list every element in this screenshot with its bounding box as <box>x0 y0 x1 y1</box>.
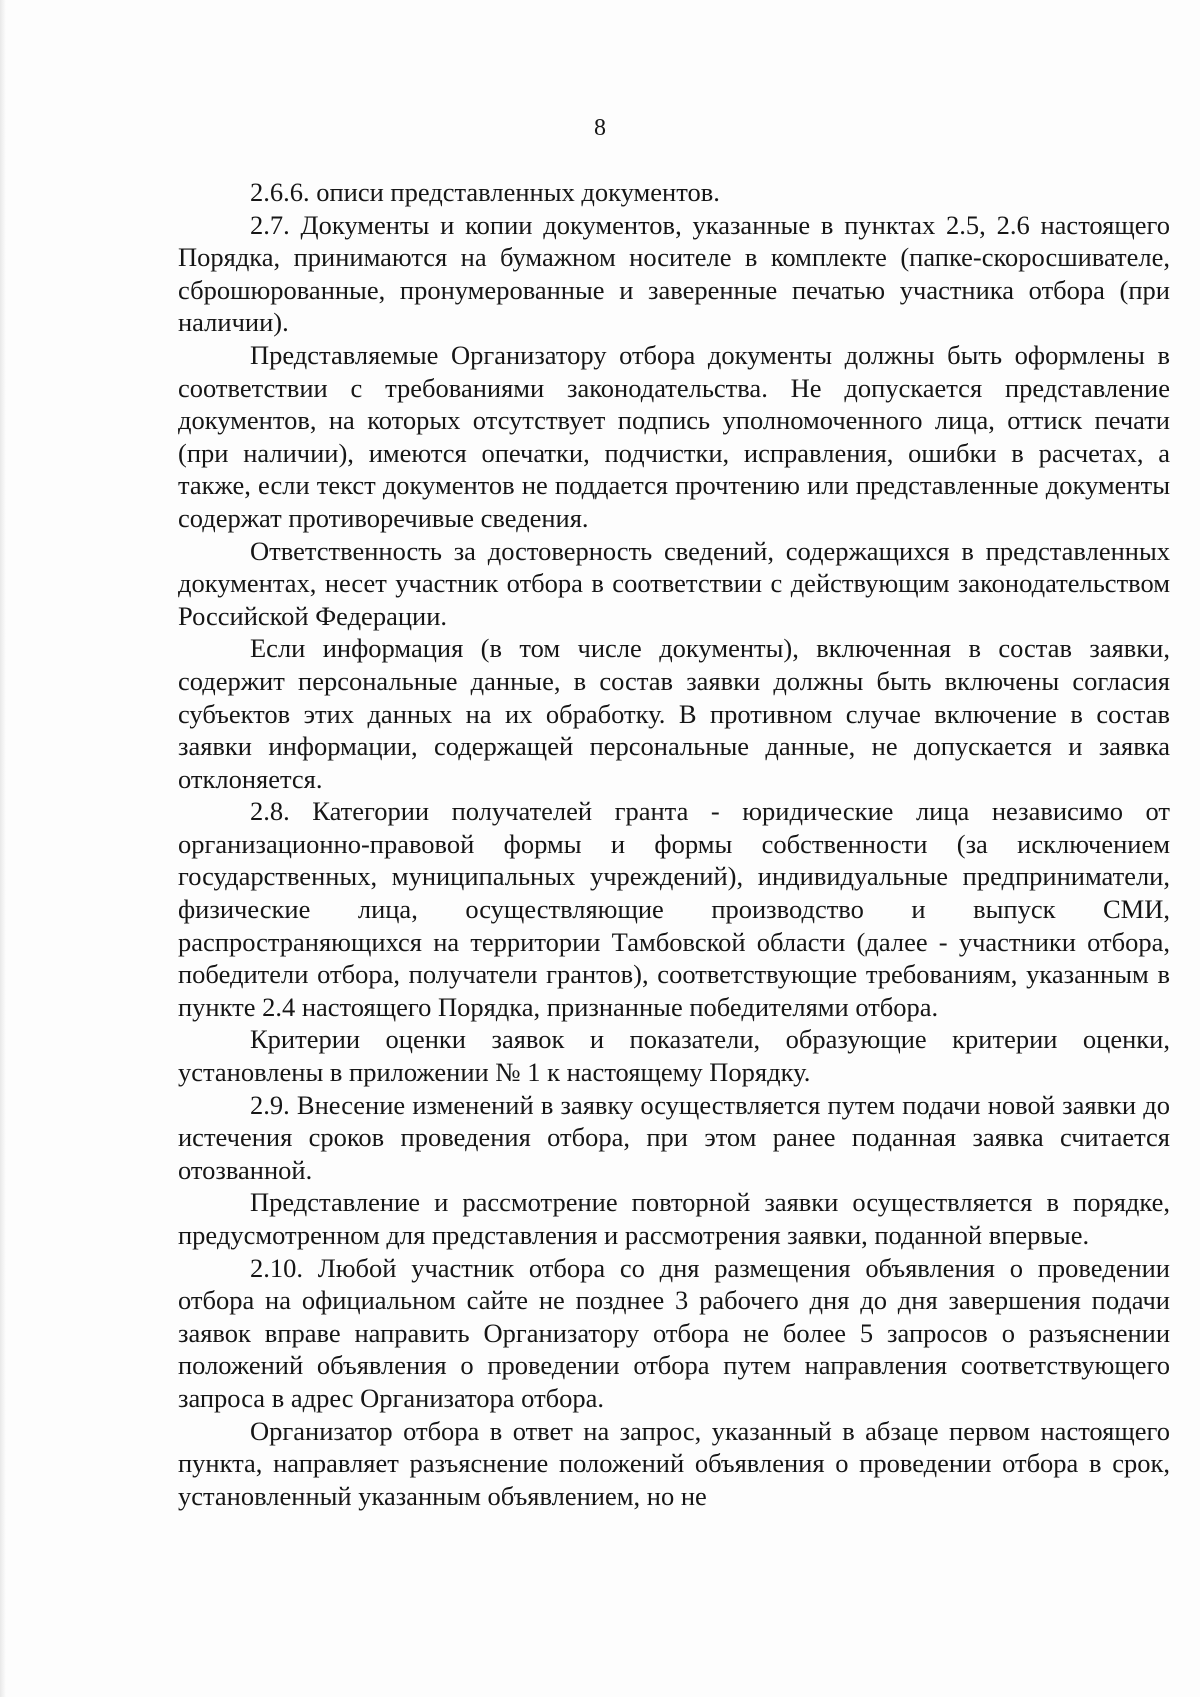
page-number: 8 <box>594 115 606 141</box>
document-body <box>178 176 1170 1512</box>
paragraph-repeat-application: Представление и рассмотрение повторной заявки осуществляется в порядке, предусмотренном для представления и рассмотрения заявки, поданной впервые. <box>178 1187 1170 1250</box>
paragraph-2-9: 2.9. Внесение изменений в заявку осуществляется путем подачи новой заявки до истечения сроков проведения отбора, при этом ранее поданная заявка считается отозванной. <box>178 1089 1170 1185</box>
paragraph-clarification-response: Организатор отбора в ответ на запрос, указанный в абзаце первом настоящего пункта, направляет разъяснение положений объявления о проведении отбора в срок, установленный указанным объявлением, но не <box>178 1415 1170 1511</box>
paragraph-2-7: 2.7. Документы и копии документов, указанные в пунктах 2.5, 2.6 настоящего Порядка, принимаются на бумажном носителе в комплекте (папке-скоросшивателе, сброшюрованные, пронумерованные и заверенные печатью участника отбора (при наличии). <box>178 209 1170 338</box>
paragraph-personal-data: Если информация (в том числе документы), включенная в состав заявки, содержит персональные данные, в состав заявки должны быть включены согласия субъектов этих данных на их обработку. В противном случае включение в состав заявки информации, содержащей персональные данные, не допускается и заявка отклоняется. <box>178 633 1170 794</box>
paragraph-responsibility: Ответственность за достоверность сведений, содержащихся в представленных документах, несет участник отбора в соответствии с действующим законодательством Российской Федерации. <box>178 535 1170 631</box>
paragraph-2-10: 2.10. Любой участник отбора со дня размещения объявления о проведении отбора на официальном сайте не позднее 3 рабочего дня до дня завершения подачи заявок вправе направить Организатору отбора не более 5 запросов о разъяснении положений объявления о проведении отбора путем направления соответствующего запроса в адрес Организатора отбора. <box>178 1252 1170 1413</box>
paragraph-document-requirements: Представляемые Организатору отбора документы должны быть оформлены в соответствии с требованиями законодательства. Не допускается представление документов, на которых отсутствует подпись уполномоченного лица, оттиск печати (при наличии), имеются опечатки, подчистки, исправления, ошибки в расчетах, а также, если текст документов не поддается прочтению или представленные документы содержат противоречивые сведения. <box>178 339 1170 533</box>
scan-edge-shadow <box>0 0 6 1697</box>
paragraph-2-6-6: 2.6.6. описи представленных документов. <box>250 177 720 207</box>
paragraph-evaluation-criteria: Критерии оценки заявок и показатели, образующие критерии оценки, установлены в приложении № 1 к настоящему Порядку. <box>178 1024 1170 1088</box>
paragraph-2-8: 2.8. Категории получателей гранта - юридические лица независимо от организационно-правовой формы и формы собственности (за исключением государственных, муниципальных учреждений), индивидуальные предприниматели, физические лица, осуществляющие производство и выпуск СМИ, распространяющихся на территории Тамбовской области (далее - участники отбора, победители отбора, получатели грантов), соответствующие требованиям, указанным в пункте 2.4 настоящего Порядка, признанные победителями отбора. <box>178 796 1170 1022</box>
